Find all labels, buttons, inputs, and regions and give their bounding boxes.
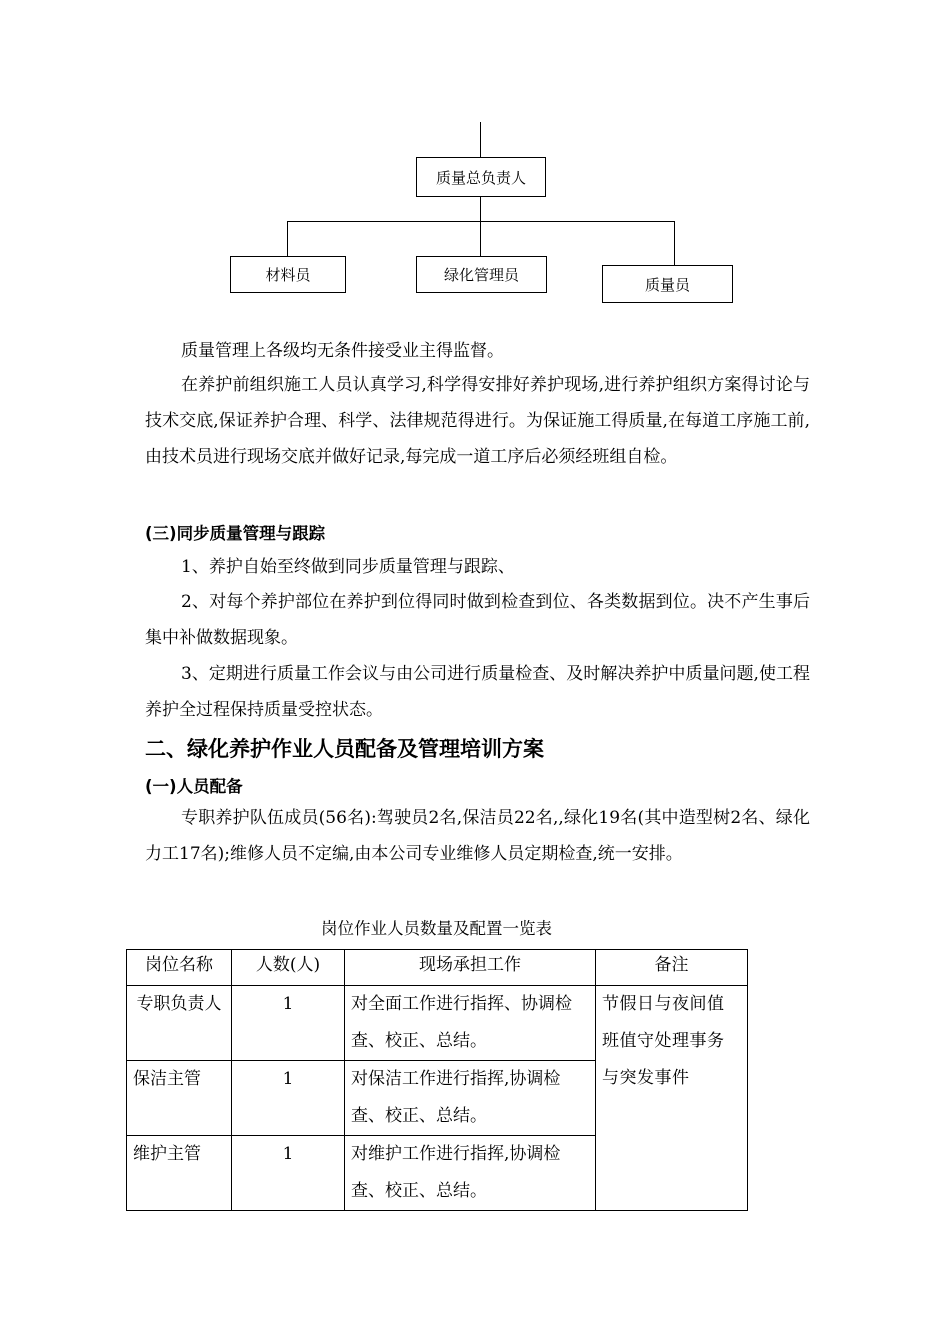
org-branch-right — [674, 221, 675, 266]
org-branch-middle — [480, 221, 481, 257]
org-branch-left — [287, 221, 288, 257]
cell-work: 对保洁工作进行指挥,协调检查、校正、总结。 — [345, 1061, 596, 1136]
cell-position: 保洁主管 — [127, 1061, 232, 1136]
list-item-sync-2: 2、对每个养护部位在养护到位得同时做到检查到位、各类数据到位。决不产生事后集中补做数据现象。 — [145, 592, 810, 648]
org-branch-bar — [287, 221, 675, 222]
table-row — [127, 986, 748, 1061]
heading-staffing: (一)人员配备 — [145, 777, 243, 796]
paragraph-staffing: 专职养护队伍成员(56名):驾驶员2名,保洁员22名,,绿化19名(其中造型树2名、绿化力工17名);维修人员不定编,由本公司专业维修人员定期检查,统一安排。 — [145, 808, 810, 864]
column-header: 岗位名称 — [127, 950, 232, 986]
org-top-connector — [480, 122, 481, 158]
org-node-greening-manager — [416, 256, 547, 293]
cell-work: 对维护工作进行指挥,协调检查、校正、总结。 — [345, 1136, 596, 1211]
org-node-label: 质量员 — [644, 275, 690, 294]
org-node-materials — [230, 256, 346, 293]
org-node-label: 材料员 — [265, 266, 311, 284]
column-header: 现场承担工作 — [345, 950, 596, 986]
org-node-quality-inspector — [602, 265, 733, 303]
heading-sync-quality: (三)同步质量管理与跟踪 — [145, 524, 326, 543]
table-caption: 岗位作业人员数量及配置一览表 — [321, 919, 552, 938]
column-header: 备注 — [596, 950, 748, 986]
staffing-table — [126, 949, 748, 1211]
cell-position: 维护主管 — [127, 1136, 232, 1211]
org-stem — [480, 197, 481, 222]
cell-remark: 节假日与夜间值班值守处理事务与突发事件 — [596, 986, 748, 1211]
org-node-quality-head — [416, 157, 546, 197]
heading-section-2: 二、绿化养护作业人员配备及管理培训方案 — [145, 737, 544, 761]
list-item-sync-3: 3、定期进行质量工作会议与由公司进行质量检查、及时解决养护中质量问题,使工程养护全过程保持质量受控状态。 — [145, 664, 810, 720]
list-item-sync-1: 1、养护自始至终做到同步质量管理与跟踪、 — [181, 557, 515, 577]
cell-count: 1 — [232, 986, 345, 1061]
cell-work: 对全面工作进行指挥、协调检查、校正、总结。 — [345, 986, 596, 1061]
cell-count: 1 — [232, 1061, 345, 1136]
org-node-label: 绿化管理员 — [443, 266, 519, 284]
org-node-label: 质量总负责人 — [435, 168, 526, 187]
paragraph-supervision: 质量管理上各级均无条件接受业主得监督。 — [181, 341, 504, 361]
paragraph-training: 在养护前组织施工人员认真学习,科学得安排好养护现场,进行养护组织方案得讨论与技术交底,保证养护合理、科学、法律规范得进行。为保证施工得质量,在每道工序施工前,由技术员进行现场交底并做好记录,每完成一道工序后必须经班组自检。 — [145, 375, 810, 467]
column-header: 人数(人) — [232, 950, 345, 986]
cell-count: 1 — [232, 1136, 345, 1211]
cell-position: 专职负责人 — [127, 986, 232, 1061]
table-header-row — [127, 950, 748, 986]
